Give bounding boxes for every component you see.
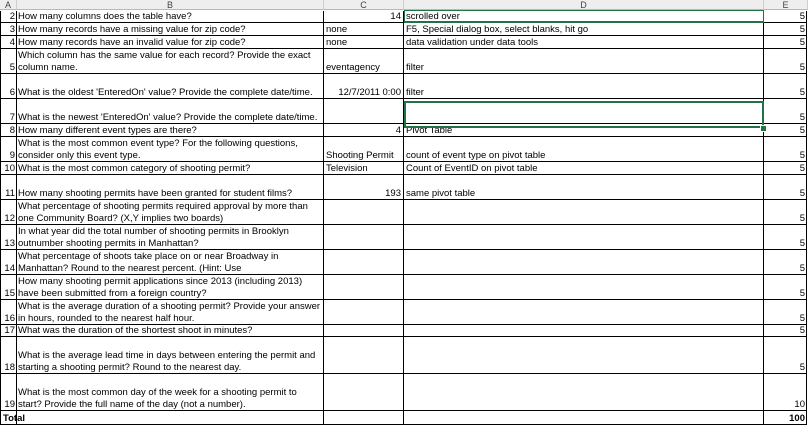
answer-cell-text: 12/7/2011 0:00 xyxy=(338,86,401,98)
table-row xyxy=(0,337,808,374)
question-cell[interactable] xyxy=(17,325,324,337)
row-number[interactable] xyxy=(0,175,17,200)
points-cell-text: 10 xyxy=(794,398,805,410)
question-cell-text: How many records have a missing value for zip code? xyxy=(18,23,246,35)
table-row xyxy=(0,175,808,200)
points-cell[interactable] xyxy=(764,137,807,162)
question-cell[interactable] xyxy=(17,99,324,124)
table-row xyxy=(0,325,808,337)
active-cell-outline[interactable] xyxy=(404,101,764,128)
points-cell[interactable] xyxy=(764,300,807,325)
row-number-text: 6 xyxy=(9,86,15,98)
question-cell[interactable] xyxy=(17,49,324,74)
points-cell[interactable] xyxy=(764,11,807,23)
row-number-text: 12 xyxy=(4,212,15,224)
column-header-d[interactable]: D xyxy=(404,0,764,10)
row-number-text: 2 xyxy=(9,11,15,22)
answer-cell[interactable] xyxy=(324,225,404,250)
table-row xyxy=(0,137,808,162)
points-cell-text: 5 xyxy=(799,312,805,324)
points-cell-text: 5 xyxy=(799,61,805,73)
answer-cell[interactable] xyxy=(324,137,404,162)
row-number[interactable] xyxy=(0,99,17,124)
answer-cell-text: Shooting Permit xyxy=(326,149,394,161)
table-row xyxy=(0,300,808,325)
row-number-text: 5 xyxy=(9,61,15,73)
question-cell-text: What is the most common event type? For the following questions, consider only this event type. xyxy=(18,138,298,161)
table-row xyxy=(0,250,808,275)
points-cell-text: 5 xyxy=(799,36,805,48)
answer-cell[interactable] xyxy=(324,250,404,275)
question-cell[interactable] xyxy=(17,374,324,411)
question-cell[interactable] xyxy=(17,11,324,23)
method-cell-text: Pivot Table xyxy=(406,124,453,136)
question-cell[interactable] xyxy=(17,175,324,200)
points-cell-text: 5 xyxy=(799,212,805,224)
answer-cell[interactable] xyxy=(324,374,404,411)
method-cell-text: scrolled over xyxy=(406,11,460,22)
table-row xyxy=(0,200,808,225)
points-cell[interactable] xyxy=(764,175,807,200)
question-cell-text: What is the average lead time in days between entering the permit and starting a shooting permit? Round to the nearest day. xyxy=(18,350,316,373)
method-cell[interactable] xyxy=(404,162,764,175)
selected-cell-outline xyxy=(404,10,764,23)
question-cell-text: What is the oldest 'EnteredOn' value? Provide the complete date/time. xyxy=(18,86,313,98)
table-row xyxy=(0,49,808,74)
row-number[interactable] xyxy=(0,124,17,137)
question-cell-text: What is the newest 'EnteredOn' value? Provide the complete date/time. xyxy=(18,111,318,123)
answer-cell-text: eventagency xyxy=(326,61,380,73)
answer-cell[interactable] xyxy=(324,99,404,124)
points-cell-text: 5 xyxy=(799,86,805,98)
column-header-c[interactable]: C xyxy=(324,0,404,10)
method-cell[interactable] xyxy=(404,325,764,337)
total-empty-d[interactable] xyxy=(404,411,764,425)
question-cell-text: Which column has the same value for each record? Provide the exact column name. xyxy=(18,50,311,73)
points-cell[interactable] xyxy=(764,225,807,250)
row-number[interactable] xyxy=(0,137,17,162)
question-cell[interactable] xyxy=(17,36,324,49)
question-cell[interactable] xyxy=(17,300,324,325)
question-cell-text: How many shooting permits have been granted for student films? xyxy=(18,187,293,199)
points-cell[interactable] xyxy=(764,200,807,225)
method-cell-text: count of event type on pivot table xyxy=(406,149,546,161)
method-cell-text: Count of EventID on pivot table xyxy=(406,162,538,174)
question-cell-text: How many different event types are there? xyxy=(18,124,197,136)
points-cell[interactable] xyxy=(764,337,807,374)
points-cell[interactable] xyxy=(764,325,807,337)
method-cell[interactable] xyxy=(404,175,764,200)
points-cell[interactable] xyxy=(764,374,807,411)
row-number-text: 10 xyxy=(4,162,15,174)
question-cell-text: What percentage of shooting permits required approval by more than one Community Board? (X,Y implies two boards) xyxy=(18,201,308,224)
method-cell[interactable] xyxy=(404,137,764,162)
row-number[interactable] xyxy=(0,325,17,337)
row-number[interactable] xyxy=(0,36,17,49)
question-cell-text: How many columns does the table have? xyxy=(18,11,192,22)
row-number-text: 14 xyxy=(4,262,15,274)
row-number-text: 4 xyxy=(9,36,15,48)
row-number[interactable] xyxy=(0,200,17,225)
points-cell[interactable] xyxy=(764,23,807,36)
points-cell[interactable] xyxy=(764,250,807,275)
answer-cell[interactable] xyxy=(324,36,404,49)
row-number-text: 3 xyxy=(9,23,15,35)
row-number-text: 9 xyxy=(9,149,15,161)
points-cell-text: 5 xyxy=(799,124,805,136)
answer-cell[interactable] xyxy=(324,325,404,337)
answer-cell[interactable] xyxy=(324,124,404,137)
total-row xyxy=(0,411,808,425)
method-cell-text: filter xyxy=(406,61,424,73)
row-number[interactable] xyxy=(0,275,17,300)
question-cell[interactable] xyxy=(17,250,324,275)
method-cell-text: data validation under data tools xyxy=(406,36,539,48)
row-number-text: 11 xyxy=(5,187,15,199)
question-cell[interactable] xyxy=(17,275,324,300)
points-cell-text: 5 xyxy=(799,187,805,199)
column-header-bar xyxy=(0,0,808,10)
column-header-b[interactable]: B xyxy=(17,0,324,10)
table-row xyxy=(0,162,808,175)
table-row xyxy=(0,74,808,99)
row-number-text: 15 xyxy=(4,287,15,299)
points-cell-text: 5 xyxy=(799,111,805,123)
question-cell-text: In what year did the total number of shooting permits in Brooklyn outnumber shooting permits in Manhattan? xyxy=(18,226,289,249)
method-cell-text: same pivot table xyxy=(406,187,476,199)
answer-cell[interactable] xyxy=(324,300,404,325)
total-label[interactable]: Total xyxy=(0,411,17,425)
question-cell[interactable] xyxy=(17,337,324,374)
column-header-e[interactable]: E xyxy=(764,0,808,10)
row-number[interactable] xyxy=(0,23,17,36)
answer-cell-text: none xyxy=(326,36,348,48)
question-cell[interactable] xyxy=(17,200,324,225)
total-empty-c[interactable] xyxy=(324,411,404,425)
row-number-text: 17 xyxy=(4,325,15,336)
answer-cell-text: none xyxy=(326,23,348,35)
question-cell-text: What was the duration of the shortest shoot in minutes? xyxy=(18,325,253,336)
row-number-text: 7 xyxy=(9,111,15,123)
points-cell[interactable] xyxy=(764,275,807,300)
points-cell[interactable] xyxy=(764,74,807,99)
question-cell[interactable] xyxy=(17,23,324,36)
points-cell-text: 5 xyxy=(799,162,805,174)
row-number-text: 13 xyxy=(4,237,15,249)
fill-handle[interactable] xyxy=(760,125,767,132)
method-cell[interactable] xyxy=(404,337,764,374)
question-cell[interactable] xyxy=(17,124,324,137)
column-header-a[interactable]: A xyxy=(0,0,17,10)
points-cell[interactable] xyxy=(764,49,807,74)
answer-cell-text: 14 xyxy=(390,11,401,22)
method-cell[interactable] xyxy=(404,49,764,74)
row-number[interactable] xyxy=(0,74,17,99)
method-cell[interactable] xyxy=(404,300,764,325)
table-row xyxy=(0,275,808,300)
points-cell-text: 5 xyxy=(799,262,805,274)
row-number-text: 18 xyxy=(4,361,15,373)
question-cell-text: What is the most common category of shooting permit? xyxy=(18,162,251,174)
method-cell[interactable] xyxy=(404,200,764,225)
method-cell[interactable] xyxy=(404,250,764,275)
row-number[interactable] xyxy=(0,11,17,23)
answer-cell-text: 4 xyxy=(395,124,401,136)
method-cell[interactable] xyxy=(404,374,764,411)
points-cell-text: 5 xyxy=(799,361,805,373)
answer-cell[interactable] xyxy=(324,200,404,225)
answer-cell[interactable] xyxy=(324,162,404,175)
points-cell-text: 5 xyxy=(799,149,805,161)
question-cell-text: How many shooting permit applications since 2013 (including 2013) have been submitted from a foreign country? xyxy=(18,276,303,299)
question-cell[interactable] xyxy=(17,225,324,250)
question-cell[interactable] xyxy=(17,137,324,162)
answer-cell-text: 193 xyxy=(385,187,401,199)
row-number[interactable] xyxy=(0,162,17,175)
method-cell[interactable] xyxy=(404,275,764,300)
table-row xyxy=(0,225,808,250)
question-cell-text: What is the most common day of the week for a shooting permit to start? Provide the full name of the day (not a number). xyxy=(18,387,297,410)
row-number-text: 19 xyxy=(4,398,15,410)
row-number-text: 8 xyxy=(9,124,15,136)
points-cell-text: 5 xyxy=(799,11,805,22)
table-row xyxy=(0,36,808,49)
method-cell-text: F5, Special dialog box, select blanks, hit go xyxy=(406,23,589,35)
points-cell-text: 5 xyxy=(799,237,805,249)
answer-cell[interactable] xyxy=(324,11,404,23)
row-number-text: 16 xyxy=(4,312,15,324)
answer-cell[interactable] xyxy=(324,49,404,74)
points-cell-text: 5 xyxy=(799,23,805,35)
points-cell[interactable] xyxy=(764,162,807,175)
points-cell[interactable] xyxy=(764,124,807,137)
row-number[interactable] xyxy=(0,337,17,374)
row-number[interactable] xyxy=(0,300,17,325)
answer-cell[interactable] xyxy=(324,74,404,99)
question-cell[interactable] xyxy=(17,74,324,99)
question-cell-text: What is the average duration of a shooting permit? Provide your answer in hours, rounded to the nearest half hour. xyxy=(18,301,321,324)
total-empty-b[interactable] xyxy=(17,411,324,425)
row-number[interactable] xyxy=(0,374,17,411)
points-cell[interactable] xyxy=(764,99,807,124)
row-number[interactable] xyxy=(0,225,17,250)
method-cell-text: filter xyxy=(406,86,424,98)
table-row xyxy=(0,23,808,36)
question-cell-text: What percentage of shoots take place on or near Broadway in Manhattan? Round to the nearest percent. (Hint: Use xyxy=(18,251,279,274)
points-cell-text: 5 xyxy=(799,325,805,336)
answer-cell-text: Television xyxy=(326,162,368,174)
total-points[interactable]: 100 xyxy=(764,411,807,425)
method-cell[interactable] xyxy=(404,225,764,250)
answer-cell[interactable] xyxy=(324,337,404,374)
question-cell-text: How many records have an invalid value for zip code? xyxy=(18,36,246,48)
points-cell[interactable] xyxy=(764,36,807,49)
row-number[interactable] xyxy=(0,49,17,74)
method-cell[interactable] xyxy=(404,36,764,49)
answer-cell[interactable] xyxy=(324,275,404,300)
table-row xyxy=(0,374,808,411)
answer-cell[interactable] xyxy=(324,23,404,36)
method-cell[interactable] xyxy=(404,23,764,36)
method-cell[interactable] xyxy=(404,74,764,99)
points-cell-text: 5 xyxy=(799,287,805,299)
question-cell[interactable] xyxy=(17,162,324,175)
row-number[interactable] xyxy=(0,250,17,275)
answer-cell[interactable] xyxy=(324,175,404,200)
